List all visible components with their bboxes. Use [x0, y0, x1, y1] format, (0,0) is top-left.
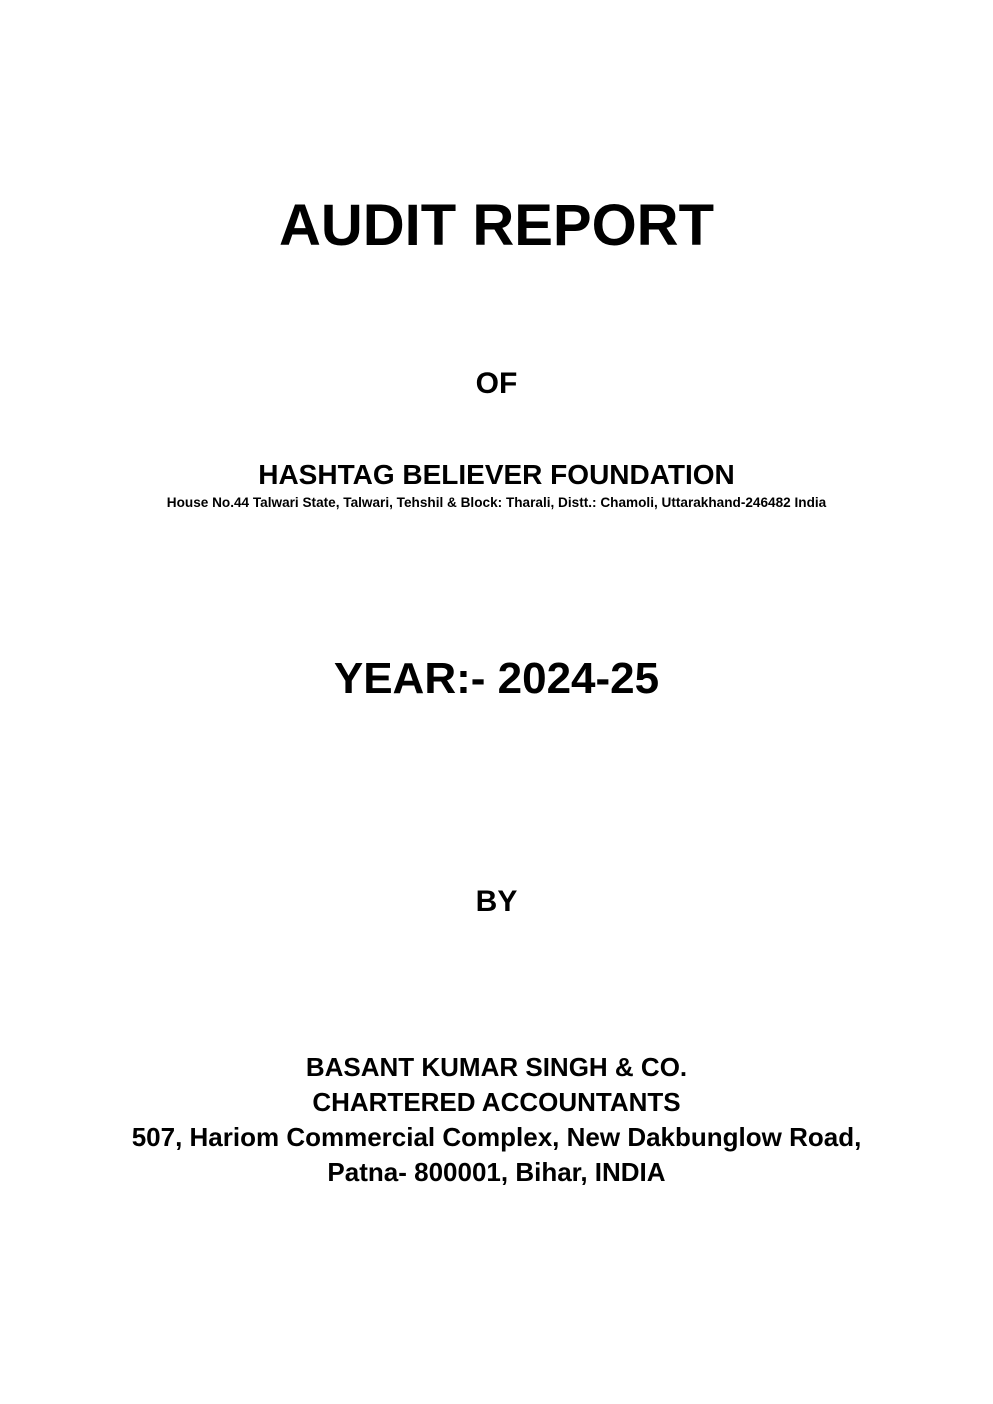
report-title: AUDIT REPORT: [279, 193, 714, 258]
organization-address: House No.44 Talwari State, Talwari, Tehshil & Block: Tharali, Distt.: Chamoli, Uttarakhand-246482 India: [166, 495, 827, 510]
by-label: BY: [475, 885, 518, 918]
auditor-designation: CHARTERED ACCOUNTANTS: [312, 1087, 681, 1117]
auditor-details: [0, 1050, 993, 1190]
auditor-address-line2: Patna- 800001, Bihar, INDIA: [327, 1157, 666, 1187]
organization-name: HASHTAG BELIEVER FOUNDATION: [258, 459, 735, 490]
auditor-address-line1: 507, Hariom Commercial Complex, New Dakbunglow Road,: [131, 1122, 862, 1152]
report-year: YEAR:- 2024-25: [333, 654, 660, 703]
of-label: OF: [475, 367, 518, 400]
auditor-firm-name: BASANT KUMAR SINGH & CO.: [305, 1052, 688, 1082]
